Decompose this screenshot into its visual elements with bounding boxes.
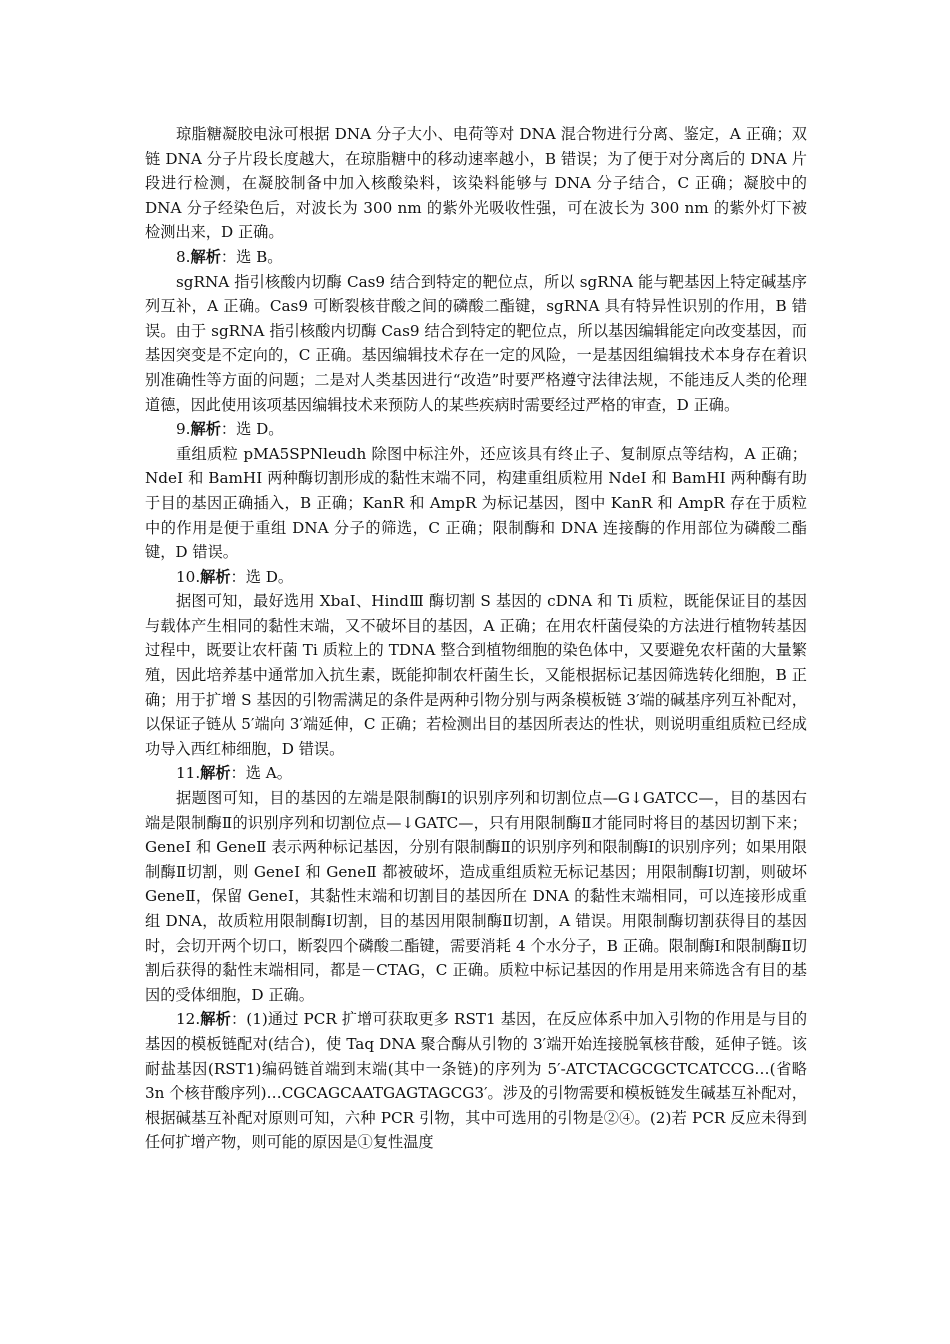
q8-answer: ：选 B。 <box>220 247 283 266</box>
q12-body: (1)通过 PCR 扩增可获取更多 RST1 基因，在反应体系中加入引物的作用是与目的基因的模板链配对(结合)，使 Taq DNA 聚合酶从引物的 3′端开始连接脱氧核苷酸，延伸子链。该耐盐基因(RST1)编码链首端到末端(其中一条链)的序列为 5′-ATCTACGCGCTCATCCG…(省略 3n 个核苷酸序列)…CGCAGCAATGAGTAGCG3′。涉及的引物需要和模板链发生碱基互补配对，根据碱基互补配对原则可知，六种 PCR 引物，其中可选用的引物是②④。(2)若 PCR 反应未得到任何扩增产物，则可能的原因是①复性温度 <box>145 1010 808 1152</box>
q11-answer: ：选 A。 <box>230 764 292 783</box>
q12-number: 12. <box>176 1010 201 1029</box>
q11-heading <box>145 761 807 786</box>
q10-label: 解析 <box>200 567 231 586</box>
q10-heading <box>145 565 807 590</box>
q10-answer: ：选 D。 <box>230 567 294 586</box>
q12-answer: ： <box>230 1010 247 1029</box>
q9-heading <box>145 417 807 442</box>
q10-explanation: 据图可知，最好选用 XbaⅠ、HindⅢ 酶切割 S 基因的 cDNA 和 Ti 质粒，既能保证目的基因与载体产生相同的黏性末端，又不破坏目的基因，A 正确；在用农杆菌侵染的方法进行植物转基因过程中，既要让农杆菌 Ti 质粒上的 TDNA 整合到植物细胞的染色体中，又要避免农杆菌的大量繁殖，因此培养基中通常加入抗生素，既能抑制农杆菌生长，又能根据标记基因筛选转化细胞，B 正确；用于扩增 S 基因的引物需满足的条件是两种引物分别与两条模板链 3′端的碱基序列互补配对，以保证子链从 5′端向 3′端延伸，C 正确；若检测出目的基因所表达的性状，则说明重组质粒已经成功导入西红柿细胞，D 错误。 <box>145 592 807 758</box>
q8-explanation: sgRNA 指引核酸内切酶 Cas9 结合到特定的靶位点，所以 sgRNA 能与靶基因上特定碱基序列互补，A 正确。Cas9 可断裂核苷酸之间的磷酸二酯键，sgRNA 具有特异性识别的作用，B 错误。由于 sgRNA 指引核酸内切酶 Cas9 结合到特定的靶位点，所以基因编辑能定向改变基因，而基因突变是不定向的，C 正确。基因编辑技术存在一定的风险，一是基因组编辑技术本身存在着识别准确性等方面的问题；二是对人类基因进行“改造”时要严格遵守法律法规，不能违反人类的伦理道德，因此使用该项基因编辑技术来预防人的某些疾病时需要经过严格的审查，D 正确。 <box>145 272 807 414</box>
q7-explanation: 琼脂糖凝胶电泳可根据 DNA 分子大小、电荷等对 DNA 混合物进行分离、鉴定，A 正确；双链 DNA 分子片段长度越大，在琼脂糖中的移动速率越小，B 错误；为了便于对分离后的 DNA 片段进行检测，在凝胶制备中加入核酸染料，该染料能够与 DNA 分子结合，C 正确；凝胶中的 DNA 分子经染色后，对波长为 300 nm 的紫外光吸收性强，可在波长为 300 nm 的紫外灯下被检测出来，D 正确。 <box>145 125 807 242</box>
q11-explanation: 据题图可知，目的基因的左端是限制酶Ⅰ的识别序列和切割位点—G↓GATCC—，目的基因右端是限制酶Ⅱ的识别序列和切割位点—↓GATC—，只有用限制酶Ⅱ才能同时将目的基因切割下来；GeneⅠ 和 GeneⅡ 表示两种标记基因，分别有限制酶Ⅱ的识别序列和限制酶Ⅰ的识别序列；如果用限制酶Ⅱ切割，则 GeneⅠ 和 GeneⅡ 都被破坏，造成重组质粒无标记基因；用限制酶Ⅰ切割，则破坏 GeneⅡ，保留 GeneⅠ，其黏性末端和切割目的基因所在 DNA 的黏性末端相同，可以连接形成重组 DNA，故质粒用限制酶Ⅰ切割，目的基因用限制酶Ⅱ切割，A 错误。用限制酶切割获得目的基因时，会切开两个切口，断裂四个磷酸二酯键，需要消耗 4 个水分子，B 正确。限制酶Ⅰ和限制酶Ⅱ切割后获得的黏性末端相同，都是－CTAG，C 正确。质粒中标记基因的作用是用来筛选含有目的基因的受体细胞，D 正确。 <box>145 789 807 1004</box>
q11-label: 解析 <box>200 764 231 783</box>
q9-number: 9. <box>176 420 191 439</box>
answer-page <box>145 122 807 1155</box>
q10-number: 10. <box>176 567 201 586</box>
q8-label: 解析 <box>190 247 221 266</box>
q11-number: 11. <box>176 764 201 783</box>
q12-label: 解析 <box>200 1010 231 1029</box>
q12-explanation <box>145 1007 807 1155</box>
q9-explanation: 重组质粒 pMA5SPNleudh 除图中标注外，还应该具有终止子、复制原点等结构，A 正确；NdeⅠ 和 BamHⅠ 两种酶切割形成的黏性末端不同，构建重组质粒用 NdeⅠ 和 BamHⅠ 两种酶有助于目的基因正确插入，B 正确；KanR 和 AmpR 为标记基因，图中 KanR 和 AmpR 存在于质粒中的作用是便于重组 DNA 分子的筛选，C 正确；限制酶和 DNA 连接酶的作用部位为磷酸二酯键，D 错误。 <box>145 444 807 562</box>
q9-answer: ：选 D。 <box>220 420 284 439</box>
q9-label: 解析 <box>190 420 221 439</box>
q8-heading <box>145 245 807 270</box>
q8-number: 8. <box>176 247 191 266</box>
